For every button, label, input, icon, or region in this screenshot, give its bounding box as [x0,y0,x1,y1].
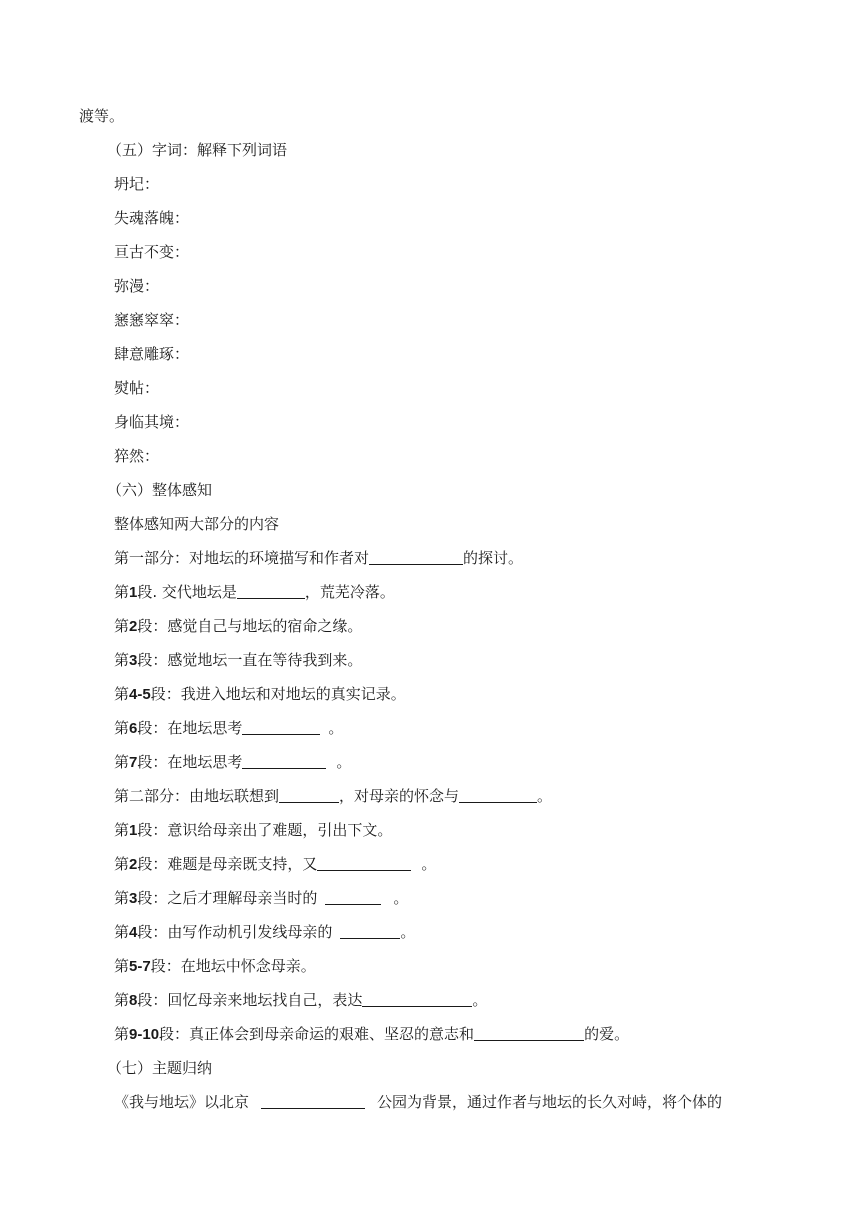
line-text: 。 [336,753,352,771]
line-text: 。 [328,719,344,737]
line-text: 段：在地坛中怀念母亲。 [150,957,316,975]
fill-line [114,716,343,740]
line-text: 段：真正体会到母亲命运的艰难、坚忍的意志和 [159,1025,475,1043]
line-text: 渡等。 [79,107,125,125]
vocab-term: 弥漫： [114,277,160,295]
vocab-term: 猝然： [114,447,160,465]
line-text: 第 [114,1025,130,1043]
section-heading-text: （七）主题归纳 [107,1059,213,1077]
vocab-item [114,410,189,434]
vocab-term: 坍圮： [114,175,160,193]
vocab-item [114,376,159,400]
text-line [114,682,406,706]
fill-line [114,852,436,876]
vocab-term: 失魂落魄： [114,209,190,227]
section-heading [107,138,287,162]
line-text: 的探讨。 [463,549,524,567]
line-text: 。 [393,889,409,907]
answer-blank[interactable] [317,854,411,871]
text-line [114,648,362,672]
paragraph-number: 4 [129,924,138,941]
paragraph-number: 2 [129,856,138,873]
fill-line [114,920,415,944]
line-text: 段：之后才理解母亲当时的 [137,889,318,907]
vocab-term: 身临其境： [114,413,190,431]
fill-line [114,546,523,570]
vocab-item [114,444,159,468]
answer-blank[interactable] [242,752,326,769]
vocab-item [114,308,189,332]
paragraph-number: 3 [129,652,138,669]
line-text: 段：感觉自己与地坛的宿命之缘。 [137,617,363,635]
line-text: 第 [114,957,130,975]
line-text: 第二部分：由地坛联想到 [114,787,280,805]
line-text: 第 [114,991,130,1009]
answer-blank[interactable] [279,786,339,803]
line-text: 段：难题是母亲既支持，又 [137,855,318,873]
answer-blank[interactable] [242,718,320,735]
text-line [114,818,392,842]
line-text: 第 [114,753,130,771]
fill-line [114,886,408,910]
paragraph-number: 2 [129,618,138,635]
line-text: 段. 交代地坛是 [137,583,237,601]
line-text: ，荒芜冷落。 [304,583,395,601]
vocab-term: 熨帖： [114,379,160,397]
line-text: 第 [114,855,130,873]
line-text: 第一部分：对地坛的环境描写和作者对 [114,549,370,567]
line-text: 第 [114,583,130,601]
answer-blank[interactable] [325,888,381,905]
line-text: 段：在地坛思考 [137,719,243,737]
vocab-item [114,206,189,230]
answer-blank[interactable] [369,548,463,565]
line-text: 。 [472,991,488,1009]
fill-line [114,1090,722,1114]
fill-line [114,784,552,808]
answer-blank[interactable] [362,990,472,1007]
section-heading-text: （五）字词：解释下列词语 [107,141,288,159]
vocab-term: 亘古不变： [114,243,190,261]
line-text: 。 [400,923,416,941]
paragraph-number: 6 [129,720,138,737]
section-heading [107,1056,212,1080]
paragraph-number: 5-7 [129,958,151,975]
line-text: 段：在地坛思考 [137,753,243,771]
line-text: 段：感觉地坛一直在等待我到来。 [137,651,363,669]
fill-line [114,988,487,1012]
text-line [79,104,124,128]
answer-blank[interactable] [237,582,305,599]
answer-blank[interactable] [340,922,400,939]
vocab-term: 肆意雕琢： [114,345,190,363]
answer-blank[interactable] [261,1092,365,1109]
answer-blank[interactable] [474,1024,584,1041]
vocab-item [114,240,189,264]
line-text: 第 [114,685,130,703]
line-text: 段：意识给母亲出了难题，引出下文。 [137,821,393,839]
line-text: 段：回忆母亲来地坛找自己，表达 [137,991,363,1009]
vocab-item [114,172,159,196]
line-text: 。 [421,855,437,873]
line-text: 《我与地坛》以北京 [114,1093,250,1111]
section-heading [107,478,212,502]
line-text: 段：由写作动机引发线母亲的 [137,923,333,941]
answer-blank[interactable] [459,786,537,803]
paragraph-number: 1 [129,822,138,839]
line-text: 。 [537,787,553,805]
line-text: 段：我进入地坛和对地坛的真实记录。 [150,685,406,703]
paragraph-number: 1 [129,584,138,601]
fill-line [114,1022,629,1046]
line-text: 第 [114,719,130,737]
vocab-item [114,274,159,298]
paragraph-number: 8 [129,992,138,1009]
line-text: 第 [114,821,130,839]
line-text: ，对母亲的怀念与 [339,787,460,805]
line-text: 公园为背景，通过作者与地坛的长久对峙，将个体的 [377,1093,723,1111]
vocab-term: 窸窸窣窣： [114,311,190,329]
paragraph-number: 3 [129,890,138,907]
text-line [114,614,362,638]
text-line [114,512,279,536]
vocab-item [114,342,189,366]
fill-line [114,750,351,774]
paragraph-number: 4-5 [129,686,151,703]
line-text: 第 [114,923,130,941]
text-line [114,954,316,978]
paragraph-number: 7 [129,754,138,771]
line-text: 第 [114,651,130,669]
paragraph-number: 9-10 [129,1026,160,1043]
line-text: 第 [114,617,130,635]
line-text: 第 [114,889,130,907]
section-heading-text: （六）整体感知 [107,481,213,499]
fill-line [114,580,395,604]
line-text: 整体感知两大部分的内容 [114,515,280,533]
line-text: 的爱。 [584,1025,630,1043]
